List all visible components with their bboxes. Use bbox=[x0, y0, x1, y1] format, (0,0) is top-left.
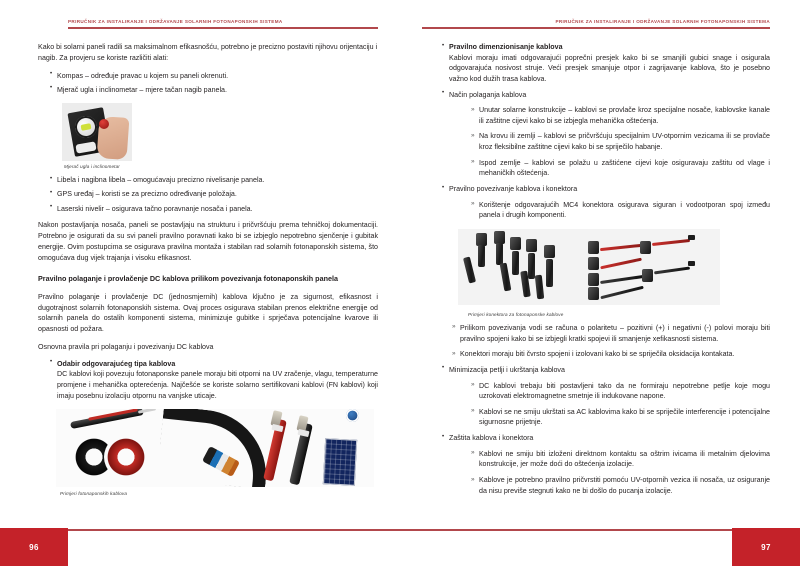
sub-list-item: » Kablovi se ne smiju ukrštati sa AC kablovima kako bi se spriječile interferencije i potencijalne sigurnosne prijetnje. bbox=[471, 407, 770, 428]
page-number-left: 96 bbox=[0, 528, 68, 566]
rule-title: Pravilno povezivanje kablova i konektora bbox=[449, 185, 578, 194]
running-header-right: PRIRUČNIK ZA INSTALIRANJE I ODRŽAVANJE SOLARNIH FOTONAPONSKIH SISTEMA bbox=[555, 19, 770, 24]
list-item bbox=[50, 359, 378, 402]
sub-list-item: » Korištenje odgovarajućih MC4 konektora osigurava siguran i vodootporan spoj između panela i drugih komponenti. bbox=[471, 200, 770, 221]
sub-list-item: » Kablovi ne smiju biti izloženi direktnom kontaktu sa oštrim ivicama ili metalnim djelovima konstrukcije, jer može doći do oštećenja izolacije. bbox=[471, 449, 770, 470]
list-item bbox=[442, 184, 770, 221]
solar-cables-photo bbox=[56, 409, 374, 487]
rule-title: Minimizacija petlji i ukrštanja kablova bbox=[449, 365, 565, 374]
list-item bbox=[50, 71, 378, 82]
rules-intro: Osnovna pravila pri polaganju i povezivanju DC kablova bbox=[38, 342, 214, 351]
running-header-left: PRIRUČNIK ZA INSTALIRANJE I ODRŽAVANJE SOLARNIH FOTONAPONSKIH SISTEMA bbox=[68, 19, 283, 24]
figure-caption: Primjeri fotonaponskih kablova bbox=[60, 491, 128, 497]
red-cable-coil-shape bbox=[104, 435, 148, 479]
rule-title: Način polaganja kablova bbox=[449, 90, 527, 99]
sub-list-item: » Konektori moraju biti čvrsto spojeni i izolovani kako bi se spriječila oksidacija kontakata. bbox=[452, 349, 770, 360]
tool-label: Mjerač ugla i inclinometar – mjere tačan nagib panela. bbox=[57, 85, 227, 94]
tool-label: Kompas – određuje pravac u kojem su paneli okrenuti. bbox=[57, 71, 229, 80]
list-item bbox=[442, 42, 770, 85]
footer-rule-right bbox=[400, 529, 732, 531]
list-item bbox=[442, 90, 770, 179]
sub-list-item: » Kablove je potrebno pravilno pričvrstiti pomoću UV-otpornih vezica ili nosača, uz osiguranje da nisu previše stegnuti kako ne bi došlo do pucanja izolacije. bbox=[471, 475, 770, 496]
tool-label: Laserski nivelir – osigurava tačno poravnanje nosača i panela. bbox=[57, 204, 253, 213]
rule-title: • Odabir odgovarajućeg tipa kablova bbox=[57, 359, 176, 368]
paragraph-dc-cables: Pravilno polaganje i provlačenje DC (jednosmjernih) kablova ključno je za sigurnost, efikasnost i dugotrajnost solarnih fotonaponskih sistema. Ovaj proces osigurava stabilan prenos električne energije od solarnih panela do ostalih komponenti sistema, minimizuje gubitke i sprječava potencijalne kvarove ili opasnosti od požara. bbox=[38, 292, 378, 334]
list-item bbox=[50, 204, 378, 215]
rule-list-right bbox=[430, 42, 770, 221]
left-page-content bbox=[0, 42, 400, 518]
rule-title: Zaštita kablova i konektora bbox=[449, 434, 534, 443]
header-rule-left bbox=[68, 27, 378, 29]
tools-list-1 bbox=[38, 71, 378, 96]
sub-list-item: » DC kablovi trebaju biti postavljeni tako da ne formiraju nepotrebne petlje koje mogu uzrokovati elektromagnetne smetnje ili indukovane napone. bbox=[471, 381, 770, 402]
figure-caption: Primjeri konektora za fotonaponske kablove bbox=[468, 311, 564, 317]
sub-list-protection bbox=[449, 449, 770, 497]
figure-inclinometer bbox=[62, 103, 378, 169]
section-subheading: Pravilno polaganje i provlačenje DC kablova prilikom povezivanja fotonaponskih panela bbox=[38, 274, 338, 284]
header-rule-right bbox=[422, 27, 770, 29]
right-page-content bbox=[400, 42, 800, 518]
sub-list-loops bbox=[449, 381, 770, 429]
figure-connectors bbox=[430, 229, 770, 317]
page-number-right: 97 bbox=[732, 528, 800, 566]
sub-list-item: » Ispod zemlje – kablovi se polažu u zaštićene cijevi koje osiguravaju zaštitu od vlage i mehaničkih oštećenja. bbox=[471, 158, 770, 179]
list-item bbox=[50, 175, 378, 186]
figure-cables bbox=[38, 409, 378, 496]
sub-list-connecting-b bbox=[430, 323, 770, 360]
tool-label: GPS uređaj – koristi se za precizno određivanje položaja. bbox=[57, 190, 237, 199]
list-item bbox=[50, 85, 378, 96]
rule-text: DC kablovi koji povezuju fotonaponske panele moraju biti otporni na UV zračenje, vlagu, temperaturne promjene i mehanička opterećenja. Najčešće se koriste solarno sertifikovani kablovi (FN kablovi) koji imaju posebnu izolaciju otpornu na vanjske uticaje. bbox=[57, 370, 378, 400]
sub-list-item: » Prilikom povezivanja vodi se računa o polaritetu – pozitivni (+) i negativni (-) polovi moraju biti pravilno spojeni kako bi se izbjegli kratki spojevi ili smanjenje xefikasnosti sistema. bbox=[452, 323, 770, 344]
rule-list-right-2 bbox=[430, 365, 770, 496]
sub-list-connecting-a bbox=[449, 200, 770, 221]
intro-paragraph: Kako bi solarni paneli radili sa maksimalnom efikasnošću, potrebno je precizno postaviti njihovu orijentaciju i nagib. Za provjeru se koriste različiti alati: bbox=[38, 43, 378, 62]
list-item bbox=[50, 189, 378, 200]
sub-list-item: » Unutar solarne konstrukcije – kablovi se provlače kroz specijalne nosače, kablovske kanale ili zaštitne cijevi kako bi se izbjegla mehanička oštećenja. bbox=[471, 105, 770, 126]
list-item bbox=[442, 433, 770, 496]
solar-panel-shape bbox=[323, 438, 357, 486]
paragraph-after-tools: Nakon postavljanja nosača, paneli se postavljaju na strukturu i pričvršćuju prema tehničkoj dokumentaciji. Potrebno je osigurati da su svi paneli pravilno poravnati kako bi se izbjeglo nepotrebno sjenčenje i gubitak energije. Ovim postupcima se osigurava pravilna montaža i stabilan rad solarnih fotonaponskih sistema, što omogućava dug vijek trajanja i visoku efikasnost. bbox=[38, 221, 378, 262]
sub-list-laying bbox=[449, 105, 770, 179]
list-item bbox=[442, 365, 770, 428]
sub-list-item: » Na krovu ili zemlji – kablovi se pričvršćuju specijalnim UV-otpornim vezicama ili se provlače kroz fleksibilne zaštitne cijevi kako bi se spriječilo habanje. bbox=[471, 131, 770, 152]
page-right bbox=[400, 0, 800, 566]
cable-tip-shape bbox=[138, 409, 156, 414]
brand-logo-icon bbox=[346, 409, 359, 422]
figure-caption: Mjerač ugla i inclinometar bbox=[64, 164, 120, 170]
rule-text: Kablovi moraju imati odgovarajući poprečni presjek kako bi se smanjili gubici snage i osigurala odgovarajuća nosivost struje. Veći presjek smanjuje otpor i zagrijavanje kablova, što je posebno važno kod dužih trasa kablova. bbox=[449, 53, 770, 83]
tool-label: Libela i nagibna libela – omogućavaju precizno nivelisanje panela. bbox=[57, 176, 265, 185]
footer-rule-left bbox=[68, 529, 400, 531]
rule-title: • Pravilno dimenzionisanje kablova bbox=[449, 43, 563, 51]
rule-list-left bbox=[38, 359, 378, 402]
mc4-connectors-photo bbox=[458, 229, 720, 305]
tools-list-2 bbox=[38, 175, 378, 214]
inclinometer-photo bbox=[62, 103, 132, 161]
